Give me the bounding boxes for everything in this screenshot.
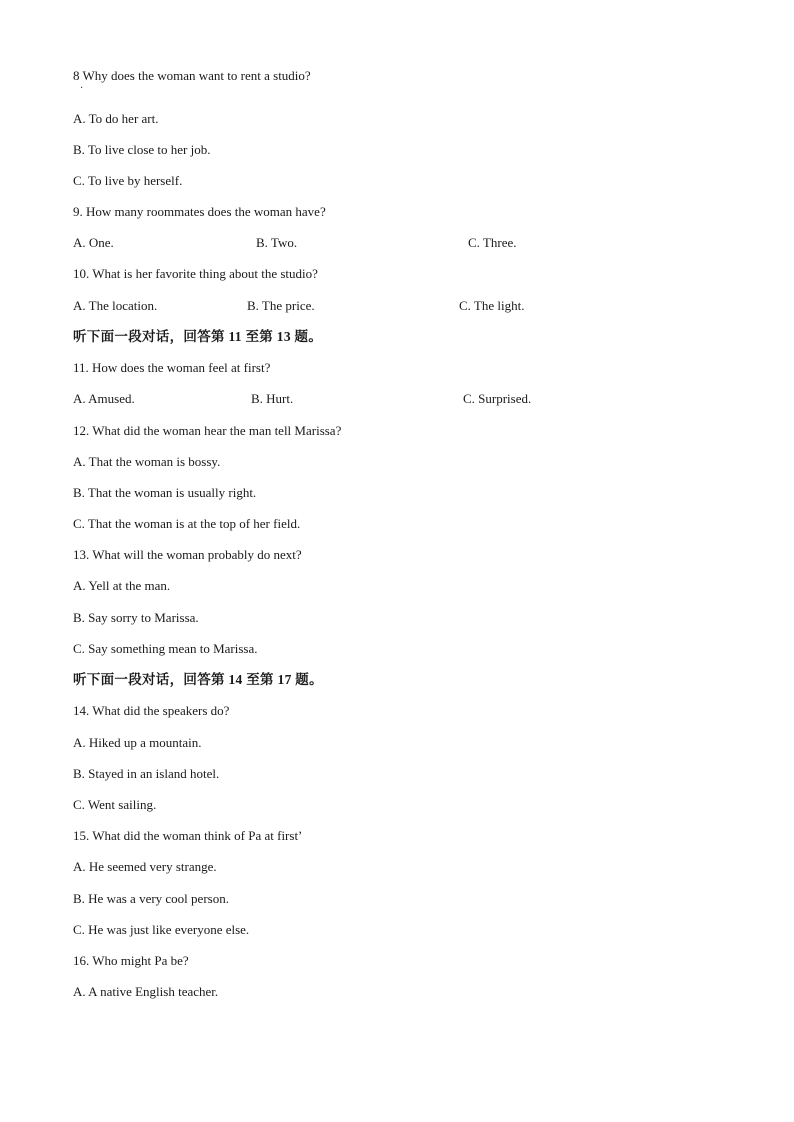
question-16: 16. Who might Pa be? [73,953,189,968]
question-12: 12. What did the woman hear the man tell Marissa? [73,423,342,438]
option-8b: B. To live close to her job. [73,142,211,157]
option-9c: C. Three. [468,235,517,250]
option-11c: C. Surprised. [463,391,532,406]
option-13c: C. Say something mean to Marissa. [73,641,258,656]
question-13: 13. What will the woman probably do next? [73,547,302,562]
question-8: 8 Why does the woman want to rent a studio? [73,68,311,83]
option-10a: A. The location. [73,298,158,313]
option-13b: B. Say sorry to Marissa. [73,610,199,625]
option-12c: C. That the woman is at the top of her field. [73,516,301,531]
question-15: 15. What did the woman think of Pa at first’ [73,828,303,843]
option-14a: A. Hiked up a mountain. [73,735,202,750]
section-heading-11-13: 听下面一段对话，回答第 11 至第 13 题。 [73,329,323,344]
question-9: 9. How many roommates does the woman have? [73,204,326,219]
option-11b: B. Hurt. [251,391,294,406]
question-10: 10. What is her favorite thing about the studio? [73,266,318,281]
option-14c: C. Went sailing. [73,797,157,812]
option-10c: C. The light. [459,298,525,313]
option-13a: A. Yell at the man. [73,578,171,593]
stray-mark: · [80,83,84,94]
option-12a: A. That the woman is bossy. [73,454,221,469]
option-14b: B. Stayed in an island hotel. [73,766,220,781]
option-11a: A. Amused. [73,391,135,406]
option-9a: A. One. [73,235,114,250]
question-11: 11. How does the woman feel at first? [73,360,271,375]
option-15a: A. He seemed very strange. [73,859,217,874]
option-8c: C. To live by herself. [73,173,183,188]
option-16a: A. A native English teacher. [73,984,219,999]
question-14: 14. What did the speakers do? [73,703,230,718]
option-15b: B. He was a very cool person. [73,891,229,906]
option-10b: B. The price. [247,298,315,313]
option-8a: A. To do her art. [73,111,159,126]
option-12b: B. That the woman is usually right. [73,485,257,500]
option-9b: B. Two. [256,235,298,250]
option-15c: C. He was just like everyone else. [73,922,250,937]
section-heading-14-17: 听下面一段对话，回答第 14 至第 17 题。 [73,672,323,687]
